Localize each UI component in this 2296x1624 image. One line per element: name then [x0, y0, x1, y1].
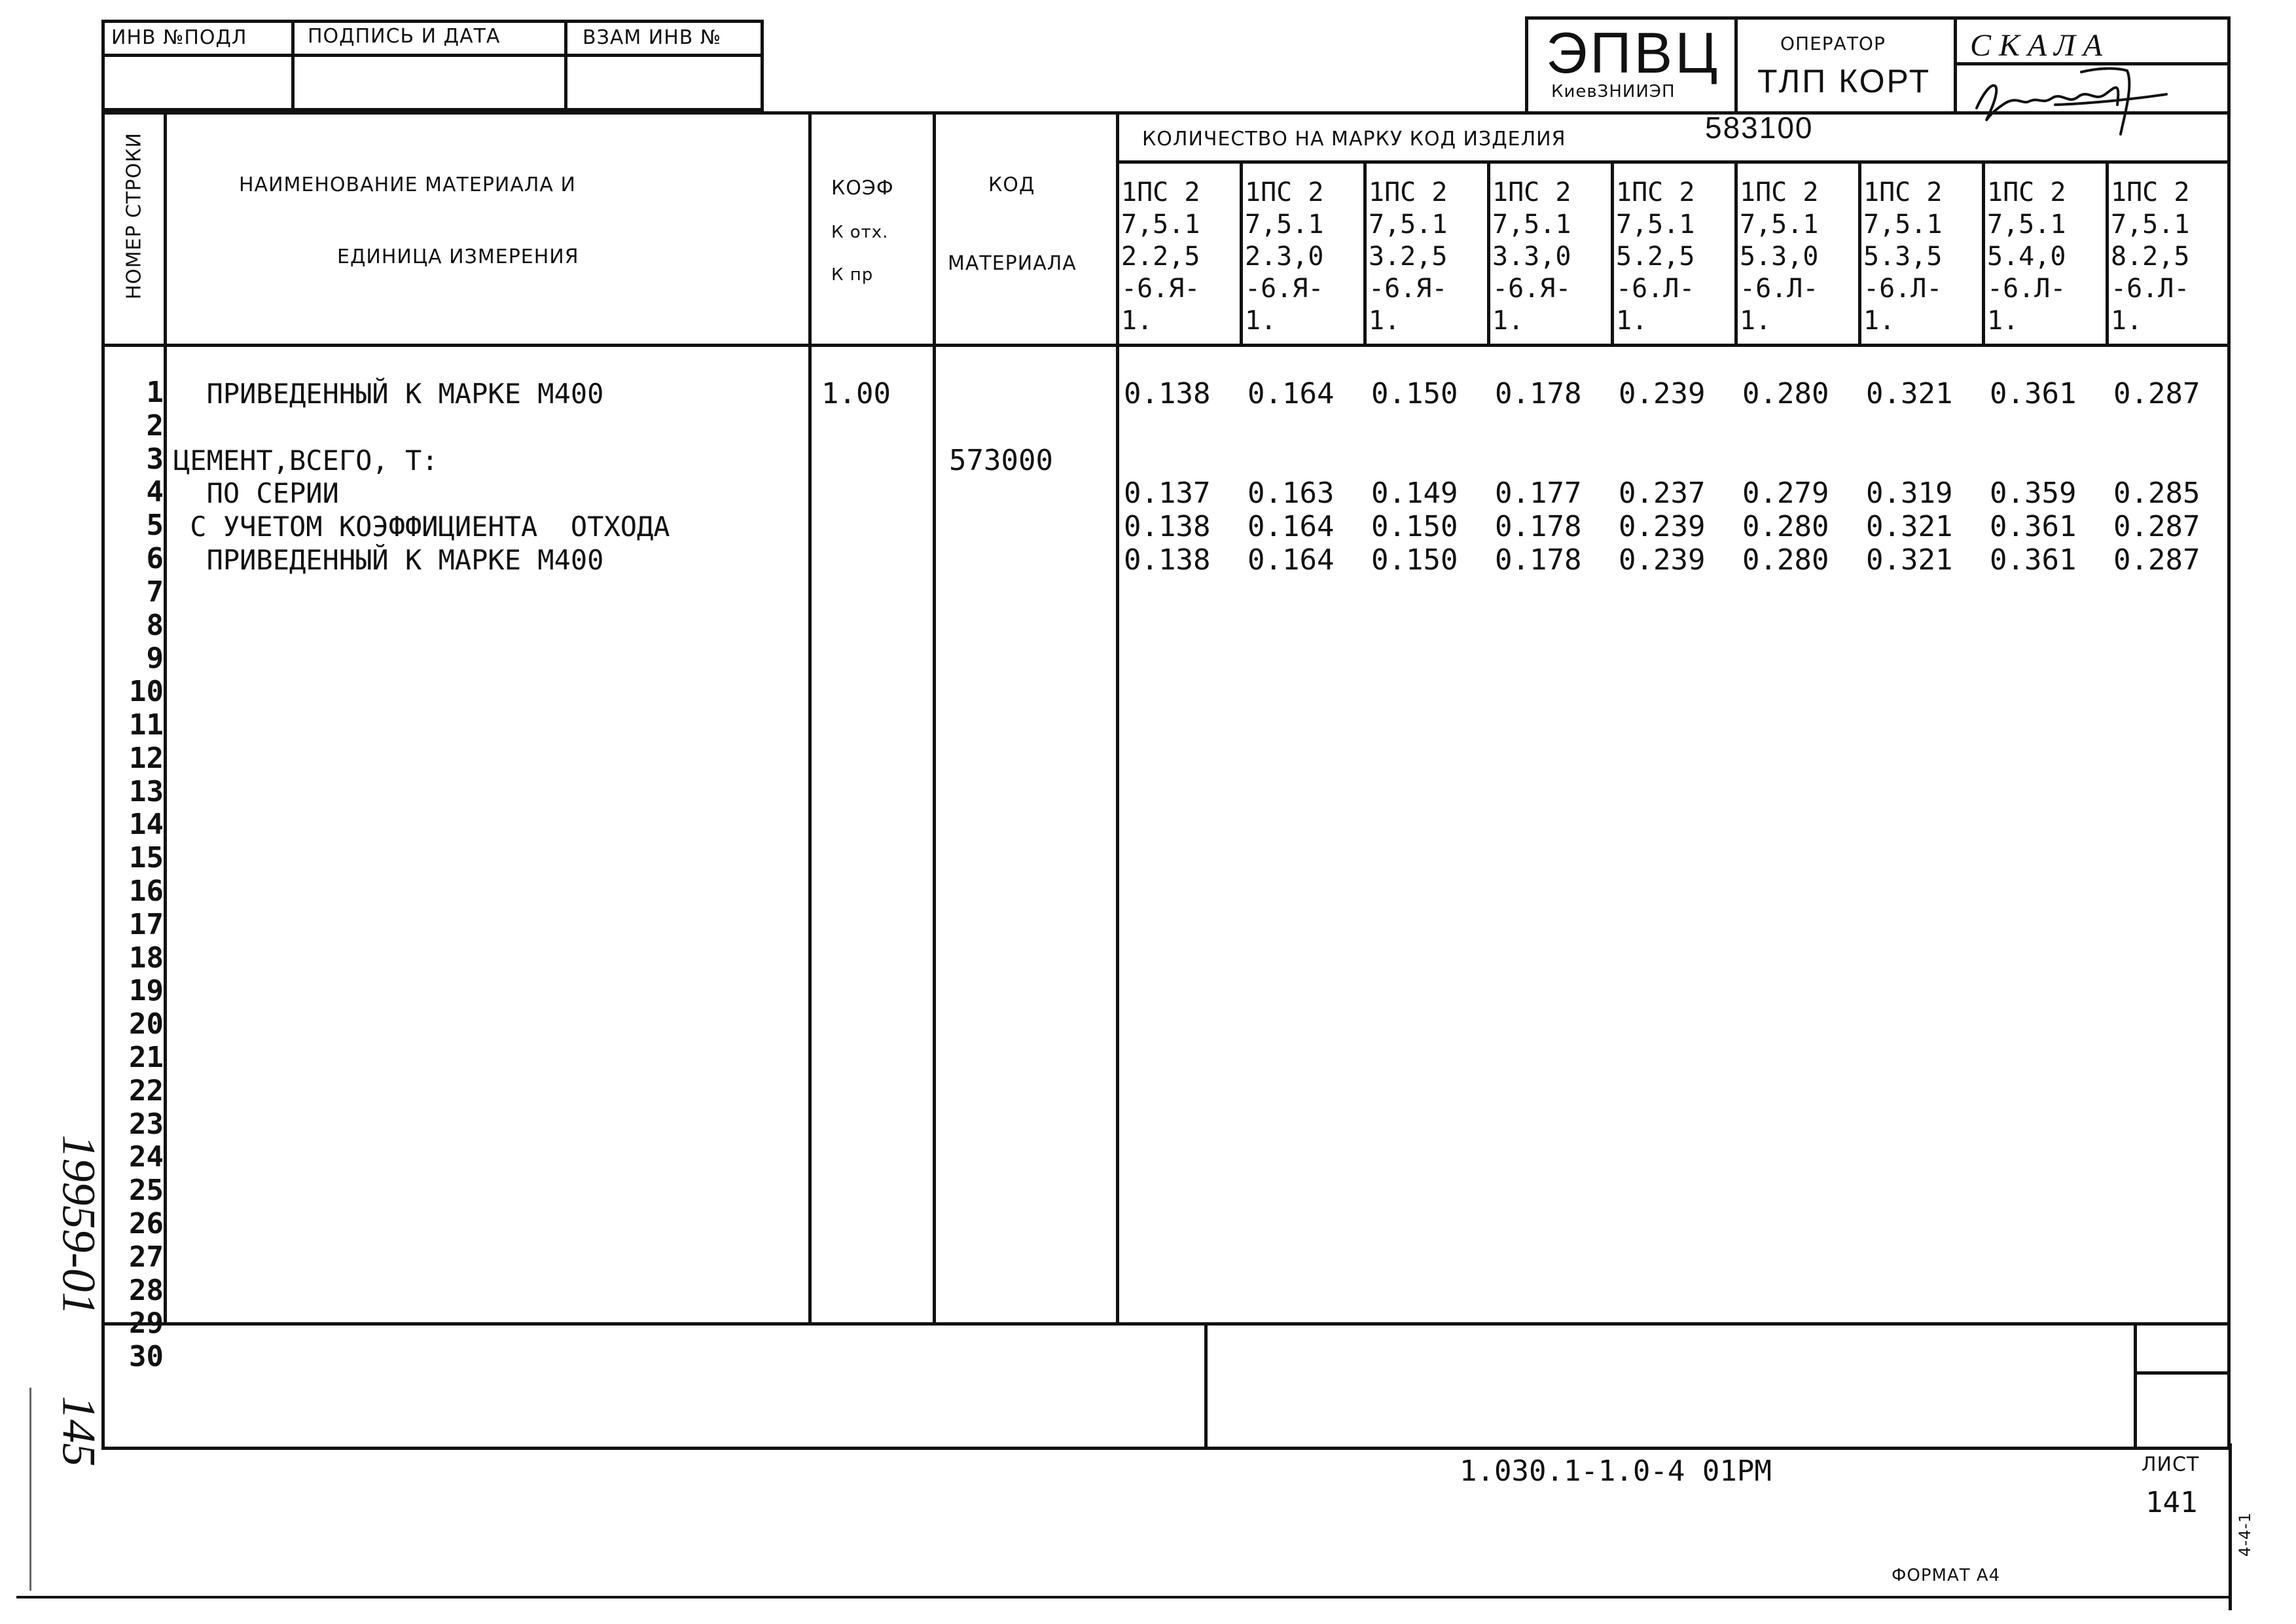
row-value: 0.287	[2113, 510, 2200, 544]
row-number: 6	[146, 542, 164, 575]
row-number: 21	[129, 1041, 164, 1074]
handwritten-name: СКАЛА	[1970, 28, 2111, 63]
row-value: 0.150	[1371, 543, 1458, 577]
row-number: 28	[129, 1273, 164, 1307]
header-code-line1: КОД	[988, 173, 1035, 196]
column-header-5: 1ПС 2 7,5.1 5.2,5 -6.Л- 1.	[1616, 177, 1695, 336]
row-value: 0.285	[2113, 477, 2200, 511]
row-number: 3	[146, 442, 164, 476]
sheet-number: 141	[2145, 1486, 2198, 1519]
edge-mark: 4-4-1	[2236, 1511, 2254, 1557]
row-number: 18	[129, 941, 164, 975]
row-number: 26	[129, 1207, 164, 1240]
row-number: 24	[129, 1140, 164, 1174]
row-number: 7	[146, 575, 164, 609]
header-name-line1: НАИМЕНОВАНИЕ МАТЕРИАЛА И	[239, 173, 576, 196]
row-value: 0.361	[1990, 543, 2077, 577]
row-value: 0.239	[1619, 543, 1706, 577]
row-value: 0.239	[1619, 510, 1706, 544]
row-value: 0.361	[1990, 510, 2077, 544]
column-header-2: 1ПС 2 7,5.1 2.3,0 -6.Я- 1.	[1245, 177, 1324, 336]
header-product-code: 583100	[1705, 111, 1814, 145]
row-number: 14	[129, 808, 164, 842]
row-value: 0.321	[1866, 510, 1953, 544]
row-value: 0.164	[1247, 377, 1335, 410]
row-name: ПРИВЕДЕННЫЙ К МАРКЕ М400	[173, 544, 604, 576]
row-number: 15	[129, 841, 164, 875]
row-number: 20	[129, 1007, 164, 1041]
row-value: 0.149	[1371, 477, 1458, 511]
org-sub: КиевЗНИИЭП	[1551, 82, 1676, 101]
row-value: 0.138	[1124, 510, 1211, 544]
row-value: 0.319	[1866, 477, 1953, 511]
header-qty-label: КОЛИЧЕСТВО НА МАРКУ КОД ИЗДЕЛИЯ	[1142, 128, 1566, 151]
row-number: 10	[129, 675, 164, 709]
sheet-label: ЛИСТ	[2142, 1453, 2200, 1476]
row-name: ПО СЕРИИ	[173, 477, 339, 510]
row-value: 0.321	[1866, 543, 1953, 577]
row-number: 1	[146, 376, 164, 409]
row-number: 12	[129, 741, 164, 775]
row-coef: 1.00	[821, 377, 891, 410]
row-number: 8	[146, 608, 164, 642]
row-number: 2	[146, 408, 164, 442]
row-number: 25	[129, 1174, 164, 1208]
row-number: 9	[146, 641, 164, 676]
stamp-podpis-data: ПОДПИСЬ И ДАТА	[308, 25, 501, 48]
column-header-1: 1ПС 2 7,5.1 2.2,5 -6.Я- 1.	[1121, 177, 1200, 336]
row-value: 0.163	[1247, 477, 1335, 511]
row-value: 0.359	[1990, 477, 2077, 511]
row-value: 0.178	[1495, 543, 1582, 577]
row-number: 16	[129, 875, 164, 908]
row-number: 4	[146, 475, 164, 509]
column-header-8: 1ПС 2 7,5.1 5.4,0 -6.Л- 1.	[1987, 177, 2066, 336]
row-value: 0.280	[1742, 510, 1829, 544]
row-value: 0.321	[1866, 377, 1953, 410]
row-number: 23	[129, 1107, 164, 1141]
row-number: 5	[146, 509, 164, 543]
row-number: 19	[129, 974, 164, 1008]
stamp-inv-podl: ИНВ №ПОДЛ	[111, 26, 247, 49]
column-header-3: 1ПС 2 7,5.1 3.2,5 -6.Я- 1.	[1369, 177, 1448, 336]
row-value: 0.177	[1495, 477, 1582, 511]
column-header-4: 1ПС 2 7,5.1 3.3,0 -6.Я- 1.	[1492, 177, 1571, 336]
row-value: 0.361	[1990, 377, 2077, 410]
stamp-vzam-inv: ВЗАМ ИНВ №	[583, 26, 722, 49]
row-number: 13	[129, 774, 164, 808]
row-value: 0.178	[1495, 377, 1582, 410]
row-value: 0.164	[1247, 510, 1335, 544]
row-value: 0.279	[1742, 477, 1829, 511]
column-header-7: 1ПС 2 7,5.1 5.3,5 -6.Л- 1.	[1863, 177, 1943, 336]
row-number: 29	[129, 1307, 164, 1341]
header-coef-line3: К пр	[831, 265, 874, 285]
row-value: 0.178	[1495, 510, 1582, 544]
header-row-number: НОМЕР СТРОКИ	[122, 132, 146, 300]
header-coef-line1: КОЭФ	[831, 177, 894, 200]
row-name: ЦЕМЕНТ,ВСЕГО, Т:	[173, 444, 439, 477]
row-value: 0.280	[1742, 543, 1829, 577]
row-value: 0.287	[2113, 543, 2200, 577]
row-name: ПРИВЕДЕННЫЙ К МАРКЕ М400	[173, 378, 604, 410]
row-number: 22	[129, 1074, 164, 1108]
column-header-9: 1ПС 2 7,5.1 8.2,5 -6.Л- 1.	[2111, 177, 2190, 336]
row-name: С УЧЕТОМ КОЭФФИЦИЕНТА ОТХОДА	[173, 511, 670, 543]
side-number: 145	[52, 1396, 105, 1467]
row-number: 11	[129, 708, 164, 742]
row-code: 573000	[949, 443, 1053, 477]
row-value: 0.280	[1742, 377, 1829, 410]
row-value: 0.237	[1619, 477, 1706, 511]
row-value: 0.239	[1619, 377, 1706, 410]
operator-value: ТЛП КОРТ	[1757, 63, 1931, 99]
row-number: 27	[129, 1240, 164, 1274]
column-header-6: 1ПС 2 7,5.1 5.3,0 -6.Л- 1.	[1740, 177, 1819, 336]
row-number: 17	[129, 907, 164, 941]
header-code-line2: МАТЕРИАЛА	[948, 252, 1077, 275]
operator-label: ОПЕРАТОР	[1780, 33, 1886, 54]
row-value: 0.138	[1124, 543, 1211, 577]
row-value: 0.138	[1124, 377, 1211, 410]
org-name: ЭПВЦ	[1546, 20, 1721, 85]
row-value: 0.137	[1124, 477, 1211, 511]
row-value: 0.164	[1247, 543, 1335, 577]
side-inventory-number: 19959-01	[52, 1134, 105, 1316]
row-number: 30	[129, 1340, 164, 1374]
row-value: 0.150	[1371, 377, 1458, 410]
row-value: 0.150	[1371, 510, 1458, 544]
header-name-line2: ЕДИНИЦА ИЗМЕРЕНИЯ	[337, 245, 579, 268]
header-coef-line2: К отх.	[831, 223, 889, 242]
row-value: 0.287	[2113, 377, 2200, 410]
doc-code: 1.030.1-1.0-4 01PM	[1460, 1454, 1772, 1488]
format-label: ФОРМАТ А4	[1892, 1566, 2001, 1585]
